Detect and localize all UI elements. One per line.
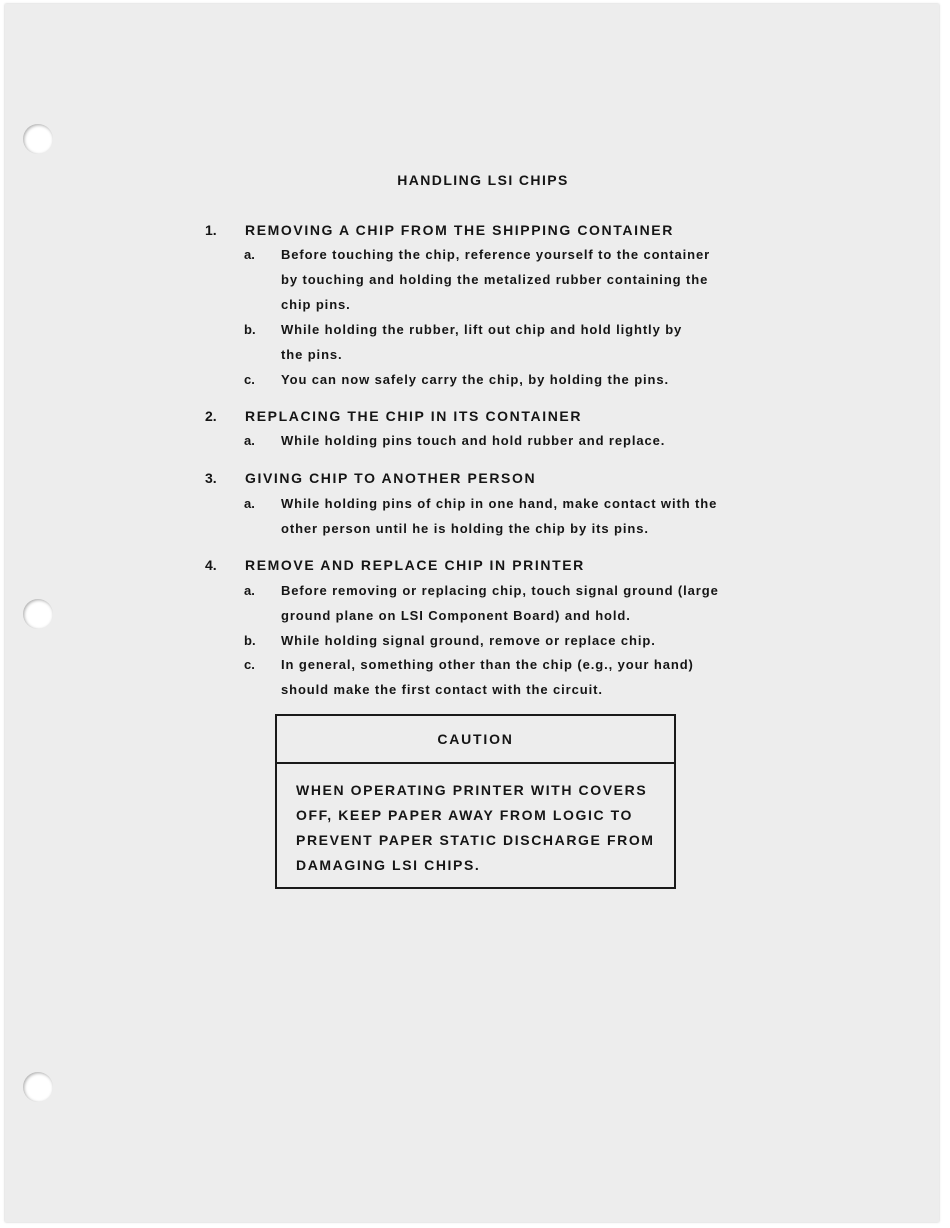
section-4-number: 4. <box>205 557 217 573</box>
section-1-item-a-line: Before touching the chip, reference yourself to the container <box>281 247 711 262</box>
section-1-item-a-line: chip pins. <box>281 297 351 312</box>
section-1-item-b-line: the pins. <box>281 347 343 362</box>
section-3-item-a-letter: a. <box>244 496 255 511</box>
section-4-item-a-line: ground plane on LSI Component Board) and hold. <box>281 608 631 623</box>
section-3-title: GIVING CHIP TO ANOTHER PERSON <box>245 470 537 486</box>
section-4-item-c-line: should make the first contact with the circuit. <box>281 682 603 697</box>
section-3-item-a-line: While holding pins of chip in one hand, make contact with the <box>281 496 718 511</box>
section-1-item-b-line: While holding the rubber, lift out chip and hold lightly by <box>281 322 683 337</box>
punch-hole-bottom <box>23 1072 53 1102</box>
section-2-title: REPLACING THE CHIP IN ITS CONTAINER <box>245 408 583 424</box>
caution-box <box>275 714 676 889</box>
section-1-item-a-letter: a. <box>244 247 255 262</box>
section-4-title: REMOVE AND REPLACE CHIP IN PRINTER <box>245 557 585 573</box>
section-1-item-a-line: by touching and holding the metalized rubber containing the <box>281 272 709 287</box>
section-1-item-b-letter: b. <box>244 322 256 337</box>
section-4-item-b-letter: b. <box>244 633 256 648</box>
section-4-item-c-line: In general, something other than the chip (e.g., your hand) <box>281 657 694 672</box>
section-1-item-c-letter: c. <box>244 372 255 387</box>
caution-line: PREVENT PAPER STATIC DISCHARGE FROM <box>296 832 655 848</box>
punch-hole-top <box>23 124 53 154</box>
section-3-number: 3. <box>205 470 217 486</box>
caution-line: DAMAGING LSI CHIPS. <box>296 857 481 873</box>
section-2-item-a-line: While holding pins touch and hold rubber and replace. <box>281 433 666 448</box>
caution-heading: CAUTION <box>277 716 674 764</box>
caution-line: OFF, KEEP PAPER AWAY FROM LOGIC TO <box>296 807 634 823</box>
section-4-item-a-line: Before removing or replacing chip, touch signal ground (large <box>281 583 719 598</box>
section-2-number: 2. <box>205 408 217 424</box>
section-4-item-c-letter: c. <box>244 657 255 672</box>
punch-hole-middle <box>23 599 53 629</box>
section-2-item-a-letter: a. <box>244 433 255 448</box>
section-4-item-b-line: While holding signal ground, remove or replace chip. <box>281 633 656 648</box>
section-1-item-c-line: You can now safely carry the chip, by holding the pins. <box>281 372 670 387</box>
section-1-title: REMOVING A CHIP FROM THE SHIPPING CONTAINER <box>245 222 674 238</box>
caution-line: WHEN OPERATING PRINTER WITH COVERS <box>296 782 648 798</box>
section-1-number: 1. <box>205 222 217 238</box>
section-3-item-a-line: other person until he is holding the chip by its pins. <box>281 521 649 536</box>
section-4-item-a-letter: a. <box>244 583 255 598</box>
page-title: HANDLING LSI CHIPS <box>397 172 569 188</box>
